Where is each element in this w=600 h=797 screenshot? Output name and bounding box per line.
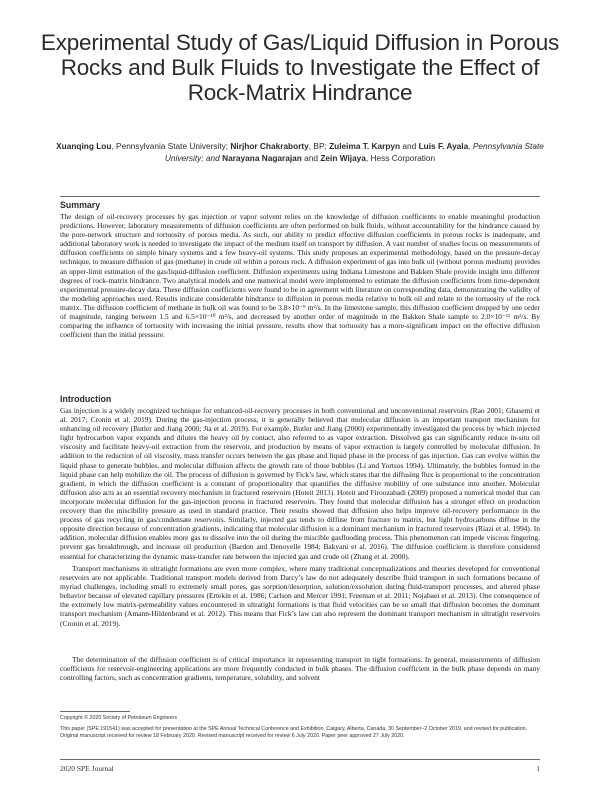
author-list (36, 141, 564, 164)
author-affiliation: , Pennsylvania State University; (111, 141, 231, 151)
introduction-paragraph-1: Gas injection is a widely recognized technique for enhanced-oil-recovery processes in both conventional and unconventional reservoirs (Rao 2001; Ghasemi et al. 2017; Cronin et al. 2019). During the gas-injection process, it is generally believed that molecular diffusion is an important transport mechanism for enhancing oil recovery (Butler and Jiang 2000; Jia et al. 2019). For example, Butler and Jiang (2000) experimentally investigated the process by which injected light hydrocarbon vapor expands and dilutes the heavy oil by contact, also referred to as vapor extraction. Dissolved gas can significantly reduce in-situ oil viscosity and facilitate heavy-oil extraction from the reservoir, and production by means of vapor extraction is largely controlled by molecular diffusion. In addition to the reduction of oil viscosity, mass transfer occurs between the gas phase and liquid phase in the process of gas injection. Gas can evolve within the liquid phase to generate bubbles, and molecular diffusion affects the growth rate of those bubbles (Li and Yortsos 1994). Ultimately, the bubbles formed in the liquid phase can help mobilize the oil. The process of diffusion is governed by Fick’s law, which states that the diffusing flux is proportional to the concentration gradient, in which the diffusion coefficient is a constant of proportionality that quantifies the diffusive mobility of one substance into another. Molecular diffusion also acts as an essential recovery mechanism in fractured reservoirs (Hoteit 2013). Hoteit and Firoozabadi (2009) proposed a numerical model that can incorporate molecular diffusion for the gas-injection process in fractured reservoirs. They found that molecular diffusion has a stronger effect on production recovery than the miscibility pressure as used in standard practice. Their results showed that diffusion also helps improve oil-recovery performance in the process of gas recycling in gas/condensate reservoirs. Similarly, injected gas tends to diffuse from fracture to matrix, but light hydrocarbons diffuse in the opposite direction because of concentration gradients, indicating that molecular diffusion is a dominant mechanism in fractured reservoirs (Riazi et al. 1994). In addition, molecular diffusion enables more gas to dissolve into the oil during the miscible gasflooding process. This phenomenon can impede viscous fingering, prevent gas breakthrough, and increase oil production (Bardon and Denoyelle 1984; Bakyani et al. 2016). The diffusion coefficient is therefore considered essential for characterizing the dynamic mass-transfer rate between the injected gas and crude oil (Zhang et al. 2000). (60, 406, 540, 561)
author-name: Xuanqing Lou (56, 141, 112, 151)
journal-name: 2020 SPE Journal (60, 764, 114, 773)
author-name: Zein Wijaya (320, 152, 366, 163)
author-name: Narayana Nagarajan (222, 152, 302, 163)
publication-note: This paper (SPE 191541) was accepted for presentation at the SPE Annual Technical Conference and Exhibition, Calgary, Alberta, Canada, 30 September–2 October 2019, and revised for publication. Original manuscript received for review 18 February 2020. Revised manuscript received for review 6 July 2020. Paper peer approved 27 July 2020. (60, 726, 528, 739)
footnote-rule (60, 711, 130, 712)
divider-footer (60, 759, 540, 760)
summary-heading: Summary (60, 200, 101, 210)
author-affiliation: , Hess Corporation (365, 152, 436, 163)
introduction-heading: Introduction (60, 394, 112, 404)
introduction-paragraph-2: Transport mechanisms in ultratight formations are even more complex, where many traditional conceptualizations and theories developed for conventional reservoirs are not applicable. Traditional transport models derived from Darcy’s law do not adequately describe fluid transport in such formations because of myriad challenges, including small to extremely small pores, gas sorption/desorption, solution/exsolution during fluid-transport processes, and altered phase behavior because of elevated capillary pressures (Ertekin et al. 1986; Carlson and Mercer 1991; Freeman et al. 2011; Nojabaei et al. 2013). One consequence of the extremely low matrix-permeability values encountered in ultratight formations is that fluid velocities can be so small that diffusion becomes the dominant transport mechanism (Amann-Hildenbrand et al. 2012). This means that Fick’s law can also represent the dominant transport mechanism in ultratight reservoirs (Cronin et al. 2019). (60, 564, 540, 628)
author-separator: and (301, 152, 321, 163)
author-name: Zuleima T. Karpyn (329, 141, 401, 151)
author-separator: and (400, 141, 419, 151)
author-affiliation: , Pennsylvania State University; and (164, 141, 544, 163)
copyright-notice: Copyright © 2020 Society of Petroleum Engineers (60, 715, 177, 721)
author-name: Nirjhor Chakraborty (230, 141, 309, 151)
paper-title: Experimental Study of Gas/Liquid Diffusion in Porous Rocks and Bulk Fluids to Investigate the Effect of Rock-Matrix Hindrance (40, 30, 560, 105)
divider-top (60, 196, 540, 197)
introduction-paragraph-3: The determination of the diffusion coefficient is of critical importance in representing transport in tight formations. In general, measurements of diffusion coefficients for reservoir-engineering applications are more frequently conducted in bulk phases. The diffusion coefficient in the bulk phase depends on many controlling factors, such as concentration gradients, temperature, solubility, and solvent (60, 655, 540, 683)
page-number: 1 (536, 764, 540, 773)
summary-text: The design of oil-recovery processes by gas injection or vapor solvent relies on the knowledge of diffusion coefficients to enable meaningful production predictions. However, laboratory measurements of diffusion coefficients are often performed on bulk fluids, without accountability for the hindrance caused by the pore-network structure and tortuosity of porous media. As such, our ability to predict effective diffusion coefficients in porous rocks is inadequate, and additional laboratory work is needed to investigate the impact of the medium itself on transport by diffusion. A vast number of studies focus on measurements of diffusion coefficients on simple binary systems and a few heavy-oil systems. This study proposes an experimental methodology, based on the pressure-decay technique, to measure diffusion of gas (methane) in crude oil within a porous rock. A diffusion experiment of gas into bulk oil (without porous medium) provides an upper-limit estimation of the gas/liquid-diffusion coefficient. Diffusion experiments using Indiana Limestone and Bakken Shale provide insight into different degrees of rock-matrix hindrance. Two analytical models and one numerical model were implemented to estimate the diffusion coefficients from time-dependent experimental pressure-decay data. These diffusion coefficients were found to be in agreement with literature on corresponding data, demonstrating the validity of the modeling approaches used. Results indicate considerable hindrance to diffusion in porous media relative to bulk oil and relate to the tortuosity of the rock matrix. The diffusion coefficient of methane in bulk oil was found to be 3.8×10⁻⁹ m²/s. In the limestone sample, this diffusion coefficient dropped by one order of magnitude, ranging between 1.5 and 6.5×10⁻¹⁰ m²/s, and decreased by another order of magnitude in the Bakken Shale sample to 2.0×10⁻¹¹ m²/s. By comparing the influence of tortuosity with increasing the initial pressure, results show that tortuosity has a more-significant impact on the effective diffusion coefficient than the initial pressure. (60, 212, 540, 340)
author-affiliation: , BP; (308, 141, 330, 151)
author-name: Luis F. Ayala (418, 141, 469, 151)
